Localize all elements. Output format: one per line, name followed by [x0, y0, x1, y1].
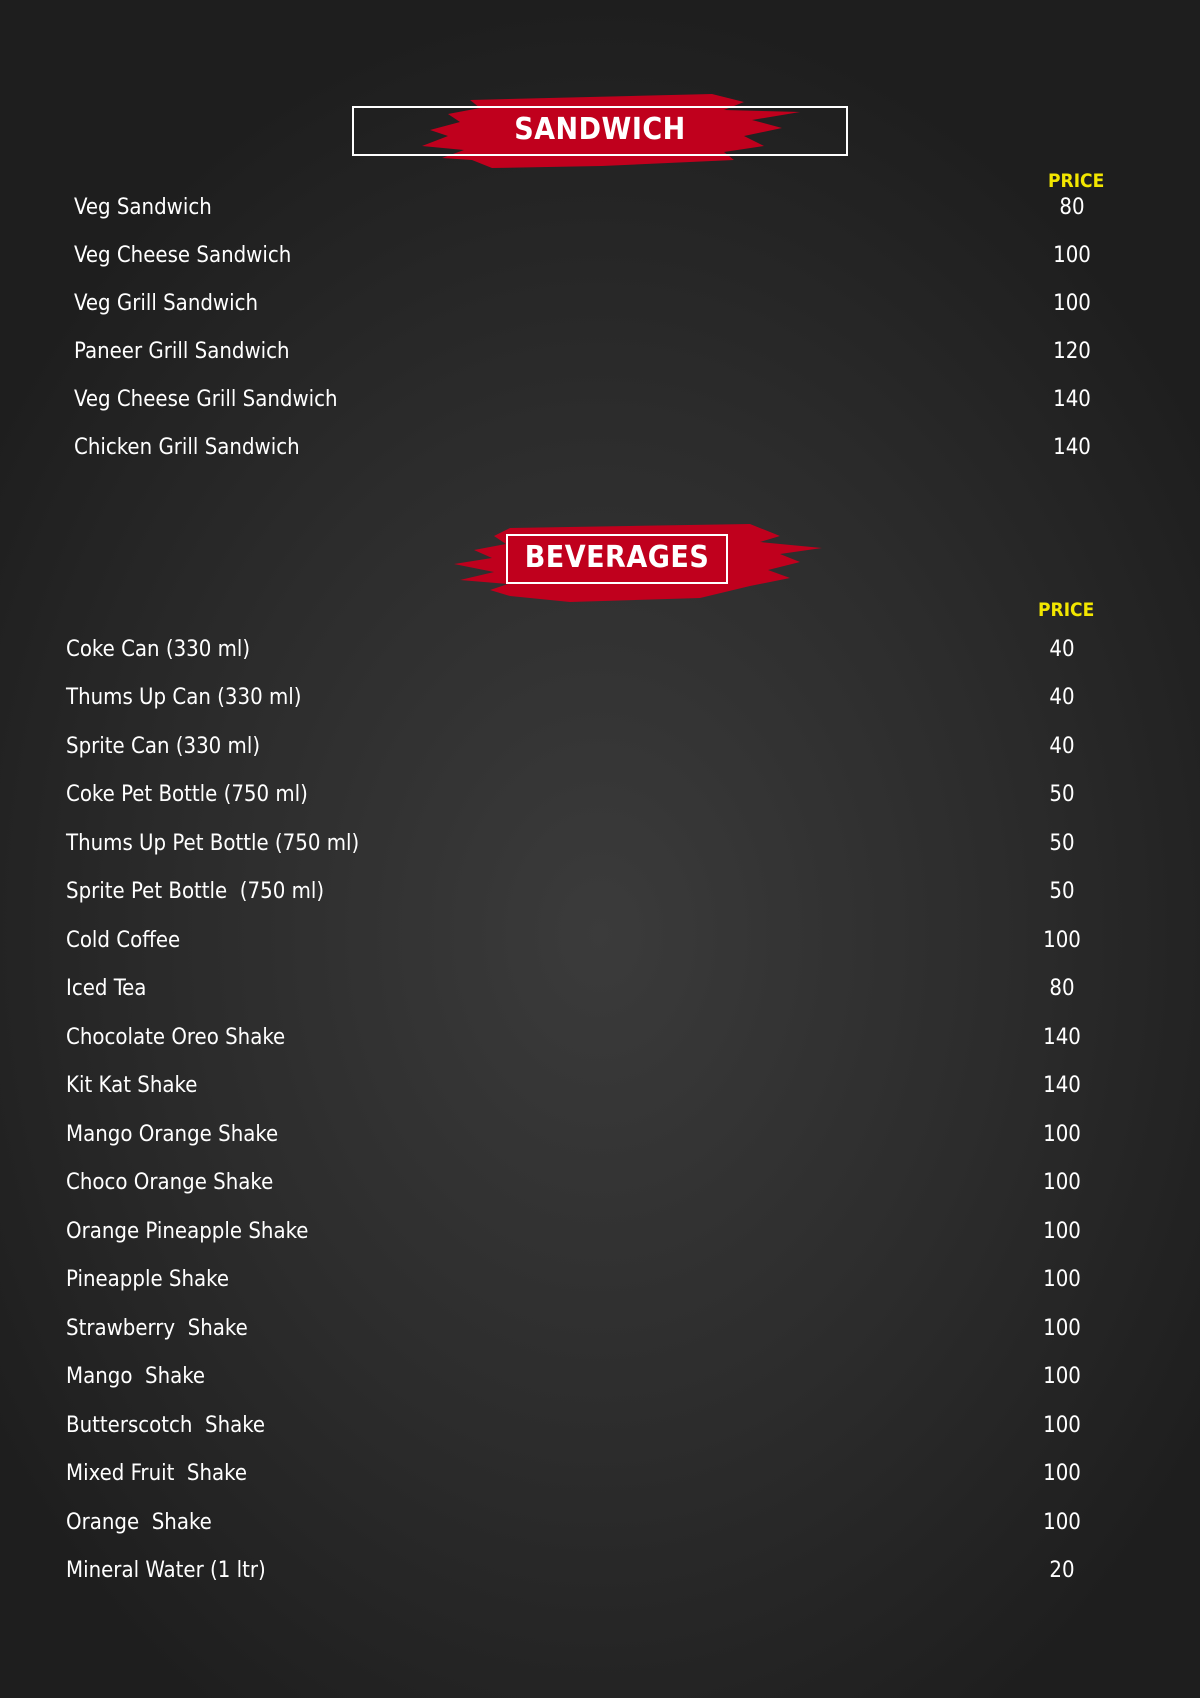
list-item: [0, 1062, 1200, 1110]
list-item: [0, 917, 1200, 965]
list-item: [0, 771, 1200, 819]
list-item: [0, 626, 1200, 674]
item-price: 120: [1053, 339, 1091, 364]
item-price: 100: [1043, 1364, 1081, 1389]
sandwich-title: SANDWICH: [514, 112, 686, 147]
item-price: 50: [1049, 879, 1075, 904]
list-item: [0, 280, 1200, 328]
item-name: Veg Cheese Grill Sandwich: [74, 387, 338, 412]
item-price: 50: [1049, 782, 1075, 807]
item-name: Thums Up Pet Bottle (750 ml): [66, 831, 360, 856]
list-item: [0, 965, 1200, 1013]
list-item: [0, 376, 1200, 424]
item-name: Mineral Water (1 ltr): [66, 1558, 266, 1583]
item-name: Sprite Pet Bottle (750 ml): [66, 879, 325, 904]
item-name: Coke Pet Bottle (750 ml): [66, 782, 308, 807]
item-name: Mango Orange Shake: [66, 1122, 279, 1147]
item-name: Iced Tea: [66, 976, 147, 1001]
item-name: Mango Shake: [66, 1364, 206, 1389]
item-price: 100: [1043, 1122, 1081, 1147]
item-price: 100: [1043, 1267, 1081, 1292]
list-item: [0, 674, 1200, 722]
list-item: [0, 1547, 1200, 1595]
list-item: [0, 232, 1200, 280]
item-price: 100: [1043, 1316, 1081, 1341]
list-item: [0, 1499, 1200, 1547]
item-name: Coke Can (330 ml): [66, 637, 251, 662]
item-price: 40: [1049, 637, 1075, 662]
beverages-price-label: PRICE: [1038, 599, 1095, 621]
item-name: Sprite Can (330 ml): [66, 734, 261, 759]
item-name: Cold Coffee: [66, 928, 181, 953]
item-name: Choco Orange Shake: [66, 1170, 274, 1195]
item-name: Paneer Grill Sandwich: [74, 339, 290, 364]
item-name: Veg Cheese Sandwich: [74, 243, 292, 268]
item-price: 100: [1043, 928, 1081, 953]
sandwich-header: [352, 88, 848, 172]
item-price: 100: [1043, 1461, 1081, 1486]
item-price: 50: [1049, 831, 1075, 856]
item-name: Butterscotch Shake: [66, 1413, 266, 1438]
item-price: 100: [1043, 1219, 1081, 1244]
item-name: Thums Up Can (330 ml): [66, 685, 302, 710]
item-price: 80: [1059, 195, 1085, 220]
list-item: [0, 1111, 1200, 1159]
item-price: 100: [1043, 1413, 1081, 1438]
list-item: [0, 1402, 1200, 1450]
item-name: Veg Grill Sandwich: [74, 291, 259, 316]
item-price: 140: [1043, 1025, 1081, 1050]
sandwich-price-label: PRICE: [1048, 170, 1105, 192]
list-item: [0, 1159, 1200, 1207]
item-price: 140: [1053, 387, 1091, 412]
item-price: 80: [1049, 976, 1075, 1001]
item-name: Orange Shake: [66, 1510, 212, 1535]
item-name: Orange Pineapple Shake: [66, 1219, 309, 1244]
beverages-header: [450, 518, 830, 608]
item-name: Pineapple Shake: [66, 1267, 230, 1292]
item-name: Chicken Grill Sandwich: [74, 435, 300, 460]
list-item: [0, 723, 1200, 771]
item-name: Mixed Fruit Shake: [66, 1461, 248, 1486]
list-item: [0, 1353, 1200, 1401]
item-price: 20: [1049, 1558, 1075, 1583]
list-item: [0, 820, 1200, 868]
item-price: 140: [1043, 1073, 1081, 1098]
list-item: [0, 1208, 1200, 1256]
list-item: [0, 868, 1200, 916]
list-item: [0, 1450, 1200, 1498]
item-price: 100: [1043, 1510, 1081, 1535]
item-name: Strawberry Shake: [66, 1316, 248, 1341]
item-price: 40: [1049, 685, 1075, 710]
item-price: 140: [1053, 435, 1091, 460]
item-price: 100: [1043, 1170, 1081, 1195]
list-item: [0, 328, 1200, 376]
beverages-title: BEVERAGES: [524, 540, 710, 575]
list-item: [0, 424, 1200, 472]
item-price: 100: [1053, 243, 1091, 268]
list-item: [0, 184, 1200, 232]
item-name: Veg Sandwich: [74, 195, 212, 220]
list-item: [0, 1256, 1200, 1304]
list-item: [0, 1305, 1200, 1353]
item-name: Chocolate Oreo Shake: [66, 1025, 286, 1050]
item-price: 40: [1049, 734, 1075, 759]
list-item: [0, 1014, 1200, 1062]
item-price: 100: [1053, 291, 1091, 316]
item-name: Kit Kat Shake: [66, 1073, 198, 1098]
